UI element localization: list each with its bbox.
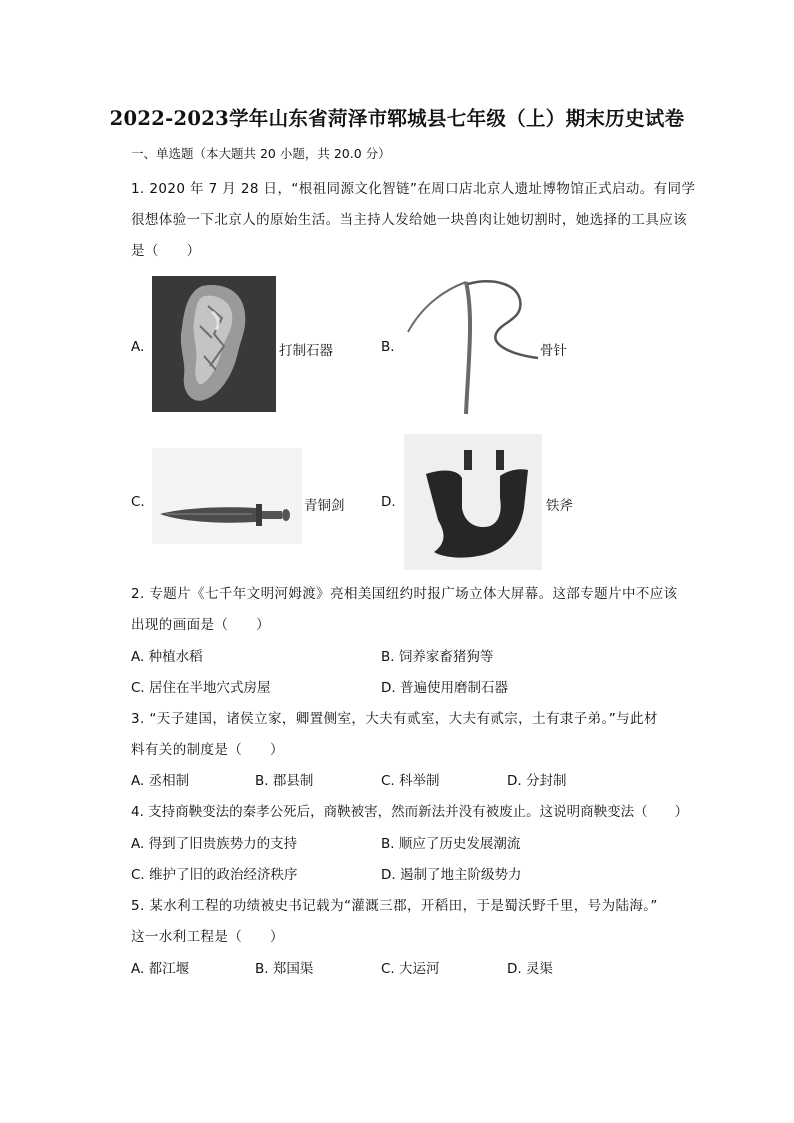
q2-option-d: D. 普遍使用磨制石器 [381,680,508,696]
q1-option-a-letter: A. [131,339,145,355]
q4-line-1: 4. 支持商鞅变法的秦孝公死后，商鞅被害，然而新法并没有被废止。这说明商鞅变法（ ） [131,804,689,820]
q1-option-c-letter: C. [131,494,145,510]
q3-line-1: 3. “天子建国，诸侯立家，卿置侧室，大夫有贰室，大夫有贰宗，土有隶子弟。”与此材 [131,711,658,727]
section-heading: 一、单选题（本大题共 20 小题，共 20.0 分） [131,146,391,161]
iron-axe-icon [404,434,542,574]
q4-option-c: C. 维护了旧的政治经济秩序 [131,867,298,883]
bronze-sword-icon [152,448,302,548]
q1-option-c-caption: 青铜剑 [304,498,345,514]
q5-option-d: D. 灵渠 [507,961,553,977]
q1-line-3: 是（ ） [131,243,201,259]
q4-option-b: B. 顺应了历史发展潮流 [381,836,521,852]
q2-option-a: A. 种植水稻 [131,649,203,665]
page-title: 2022-2023学年山东省菏泽市郓城县七年级（上）期末历史试卷 [109,107,685,130]
q3-option-d: D. 分封制 [507,773,567,789]
chipped-stone-tool-icon [152,276,276,416]
q2-line-2: 出现的画面是（ ） [131,617,270,633]
bone-needle-icon [404,276,540,420]
q1-line-2: 很想体验一下北京人的原始生活。当主持人发给她一块兽肉让她切割时，她选择的工具应该 [131,212,687,228]
q1-option-d-letter: D. [381,494,396,510]
q2-line-1: 2. 专题片《七千年文明河姆渡》亮相美国纽约时报广场立体大屏幕。这部专题片中不应该 [131,586,678,602]
q5-option-b: B. 郑国渠 [255,961,314,977]
q5-option-a: A. 都江堰 [131,961,190,977]
q3-option-c: C. 科举制 [381,773,440,789]
q1-option-b-caption: 骨针 [540,343,567,359]
q1-line-1: 1. 2020 年 7 月 28 日，“根祖同源文化智链”在周口店北京人遗址博物馆正式启动。有同学 [131,181,696,197]
q4-option-d: D. 遏制了地主阶级势力 [381,867,522,883]
q1-option-d-caption: 铁斧 [546,498,573,514]
q5-line-1: 5. 某水利工程的功绩被史书记载为“灌溉三郡，开稻田，于是蜀沃野千里，号为陆海。” [131,898,658,914]
q1-option-a-caption: 打制石器 [279,343,333,359]
q2-option-b: B. 饲养家畜猪狗等 [381,649,494,665]
q2-option-c: C. 居住在半地穴式房屋 [131,680,271,696]
q5-option-c: C. 大运河 [381,961,440,977]
q3-line-2: 料有关的制度是（ ） [131,742,284,758]
q5-line-2: 这一水利工程是（ ） [131,929,284,945]
q3-option-b: B. 郡县制 [255,773,314,789]
q3-option-a: A. 丞相制 [131,773,190,789]
q1-option-b-letter: B. [381,339,395,355]
q4-option-a: A. 得到了旧贵族势力的支持 [131,836,298,852]
